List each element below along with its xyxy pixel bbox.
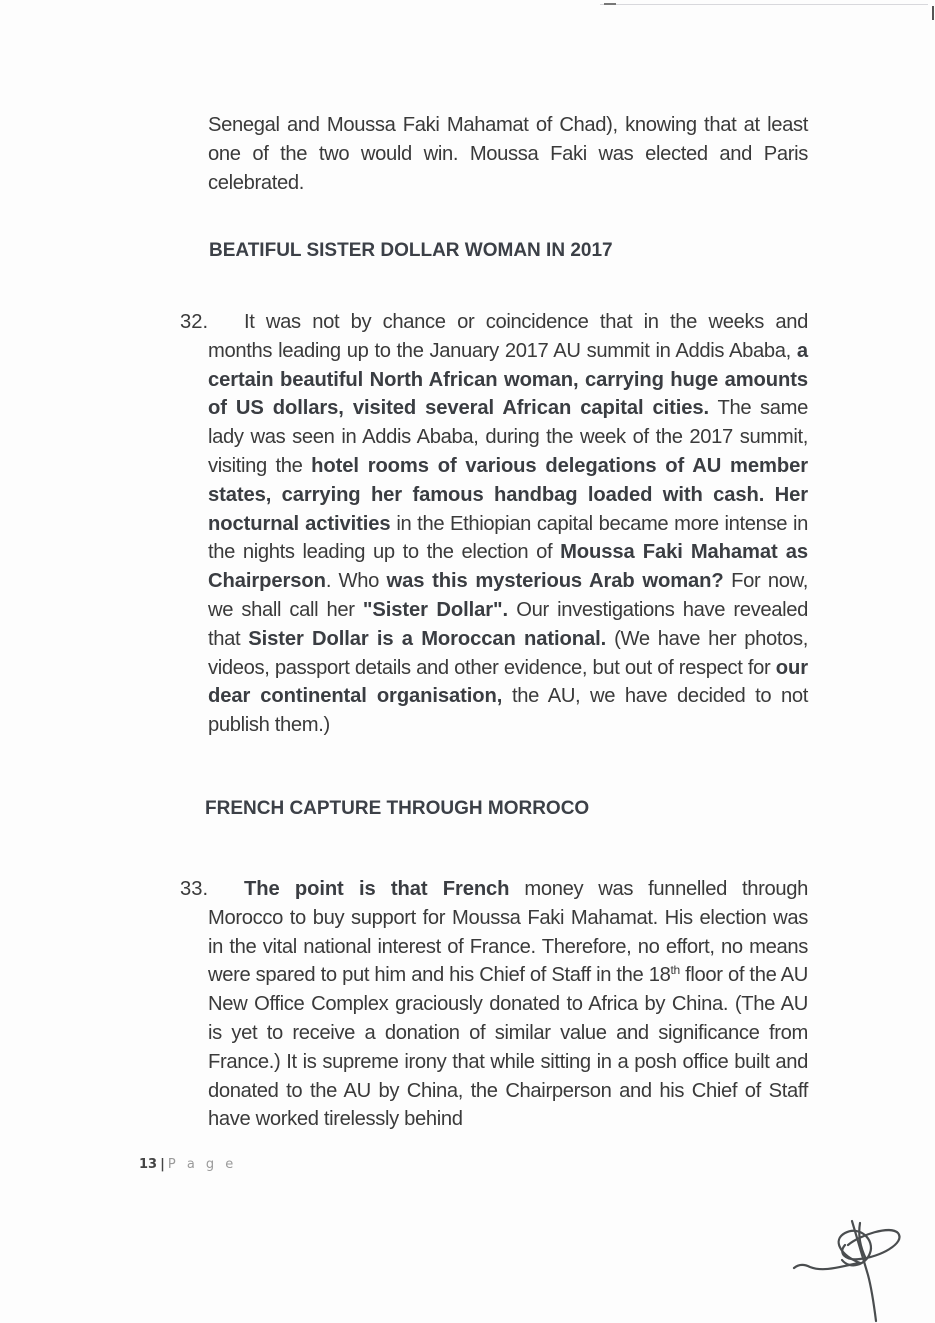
text-segment: the AU, we have decided to not publish them.) bbox=[208, 685, 808, 737]
text-segment: For now, we shall call her bbox=[208, 570, 808, 621]
footer-separator: | bbox=[160, 1157, 165, 1172]
section-heading-french-capture: FRENCH CAPTURE THROUGH MORROCO bbox=[205, 798, 590, 819]
paragraph-number-32: 32. bbox=[180, 311, 209, 333]
bold-text-segment: Moussa Faki Mahamat as Chairperson bbox=[208, 541, 808, 593]
page-number: 13 bbox=[139, 1157, 158, 1172]
text-segment: (We have her photos, videos, passport details and other evidence, but out of respect for bbox=[208, 627, 809, 679]
section-heading-sister-dollar: BEATIFUL SISTER DOLLAR WOMAN IN 2017 bbox=[209, 240, 613, 261]
paragraph-32 bbox=[208, 308, 808, 740]
scan-edge-right bbox=[932, 6, 934, 20]
bold-text-segment: "Sister Dollar". bbox=[362, 598, 508, 621]
bold-text-segment: The point is that French bbox=[244, 878, 510, 900]
bold-text-segment: was this mysterious Arab woman? bbox=[386, 570, 724, 593]
intro-paragraph bbox=[208, 111, 808, 197]
signature-image bbox=[790, 1215, 920, 1323]
text-segment: money was funnelled through Morocco to buy support for Moussa Faki Mahamat. His election was in the vital national interest of France. Therefore, no effort, no means were spared to put him and his Chief of Staff in the 18 bbox=[208, 878, 808, 987]
paragraph-33 bbox=[208, 875, 808, 1134]
intro-paragraph-text: Senegal and Moussa Faki Mahamat of Chad), knowing that at least one of the two would win. Moussa Faki was elected and Paris celebrated. bbox=[208, 114, 808, 194]
text-segment: It was not by chance or coincidence that in the weeks and months leading up to the January 2017 AU summit in Addis Ababa, bbox=[208, 311, 808, 362]
text-segment: in the Ethiopian capital became more intense in the nights leading up to the election of bbox=[208, 512, 808, 564]
superscript-text: th bbox=[670, 963, 680, 978]
text-segment: The same lady was seen in Addis Ababa, during the week of the 2017 summit, visiting the bbox=[208, 397, 808, 477]
page-footer bbox=[139, 1157, 237, 1172]
text-segment: . Who bbox=[325, 570, 387, 593]
bold-text-segment: hotel rooms of various delegations of AU member states, carrying her famous handbag loaded with cash. Her nocturnal activities bbox=[208, 454, 809, 535]
bold-text-segment: Sister Dollar is a Moroccan national. bbox=[248, 627, 607, 650]
scan-edge-mark bbox=[604, 3, 616, 5]
text-segment: floor of the AU New Office Complex graciously donated to Africa by China. (The AU is yet to receive a donation of similar value and significance from France.) It is supreme irony that while sitting in a posh office built and donated to the AU by China, the Chairperson and his Chief of Staff have worked tirelessly behind bbox=[208, 964, 808, 1131]
page-label: P a g e bbox=[167, 1157, 237, 1172]
bold-text-segment: our dear continental organisation, bbox=[208, 656, 808, 708]
text-segment: Our investigations have revealed that bbox=[208, 598, 808, 650]
scan-edge-top bbox=[600, 4, 928, 5]
bold-text-segment: a certain beautiful North African woman, carrying huge amounts of US dollars, visited several African capital cities. bbox=[208, 339, 808, 420]
signature-stroke-cross bbox=[859, 1223, 866, 1259]
paragraph-number-33: 33. bbox=[180, 878, 209, 900]
